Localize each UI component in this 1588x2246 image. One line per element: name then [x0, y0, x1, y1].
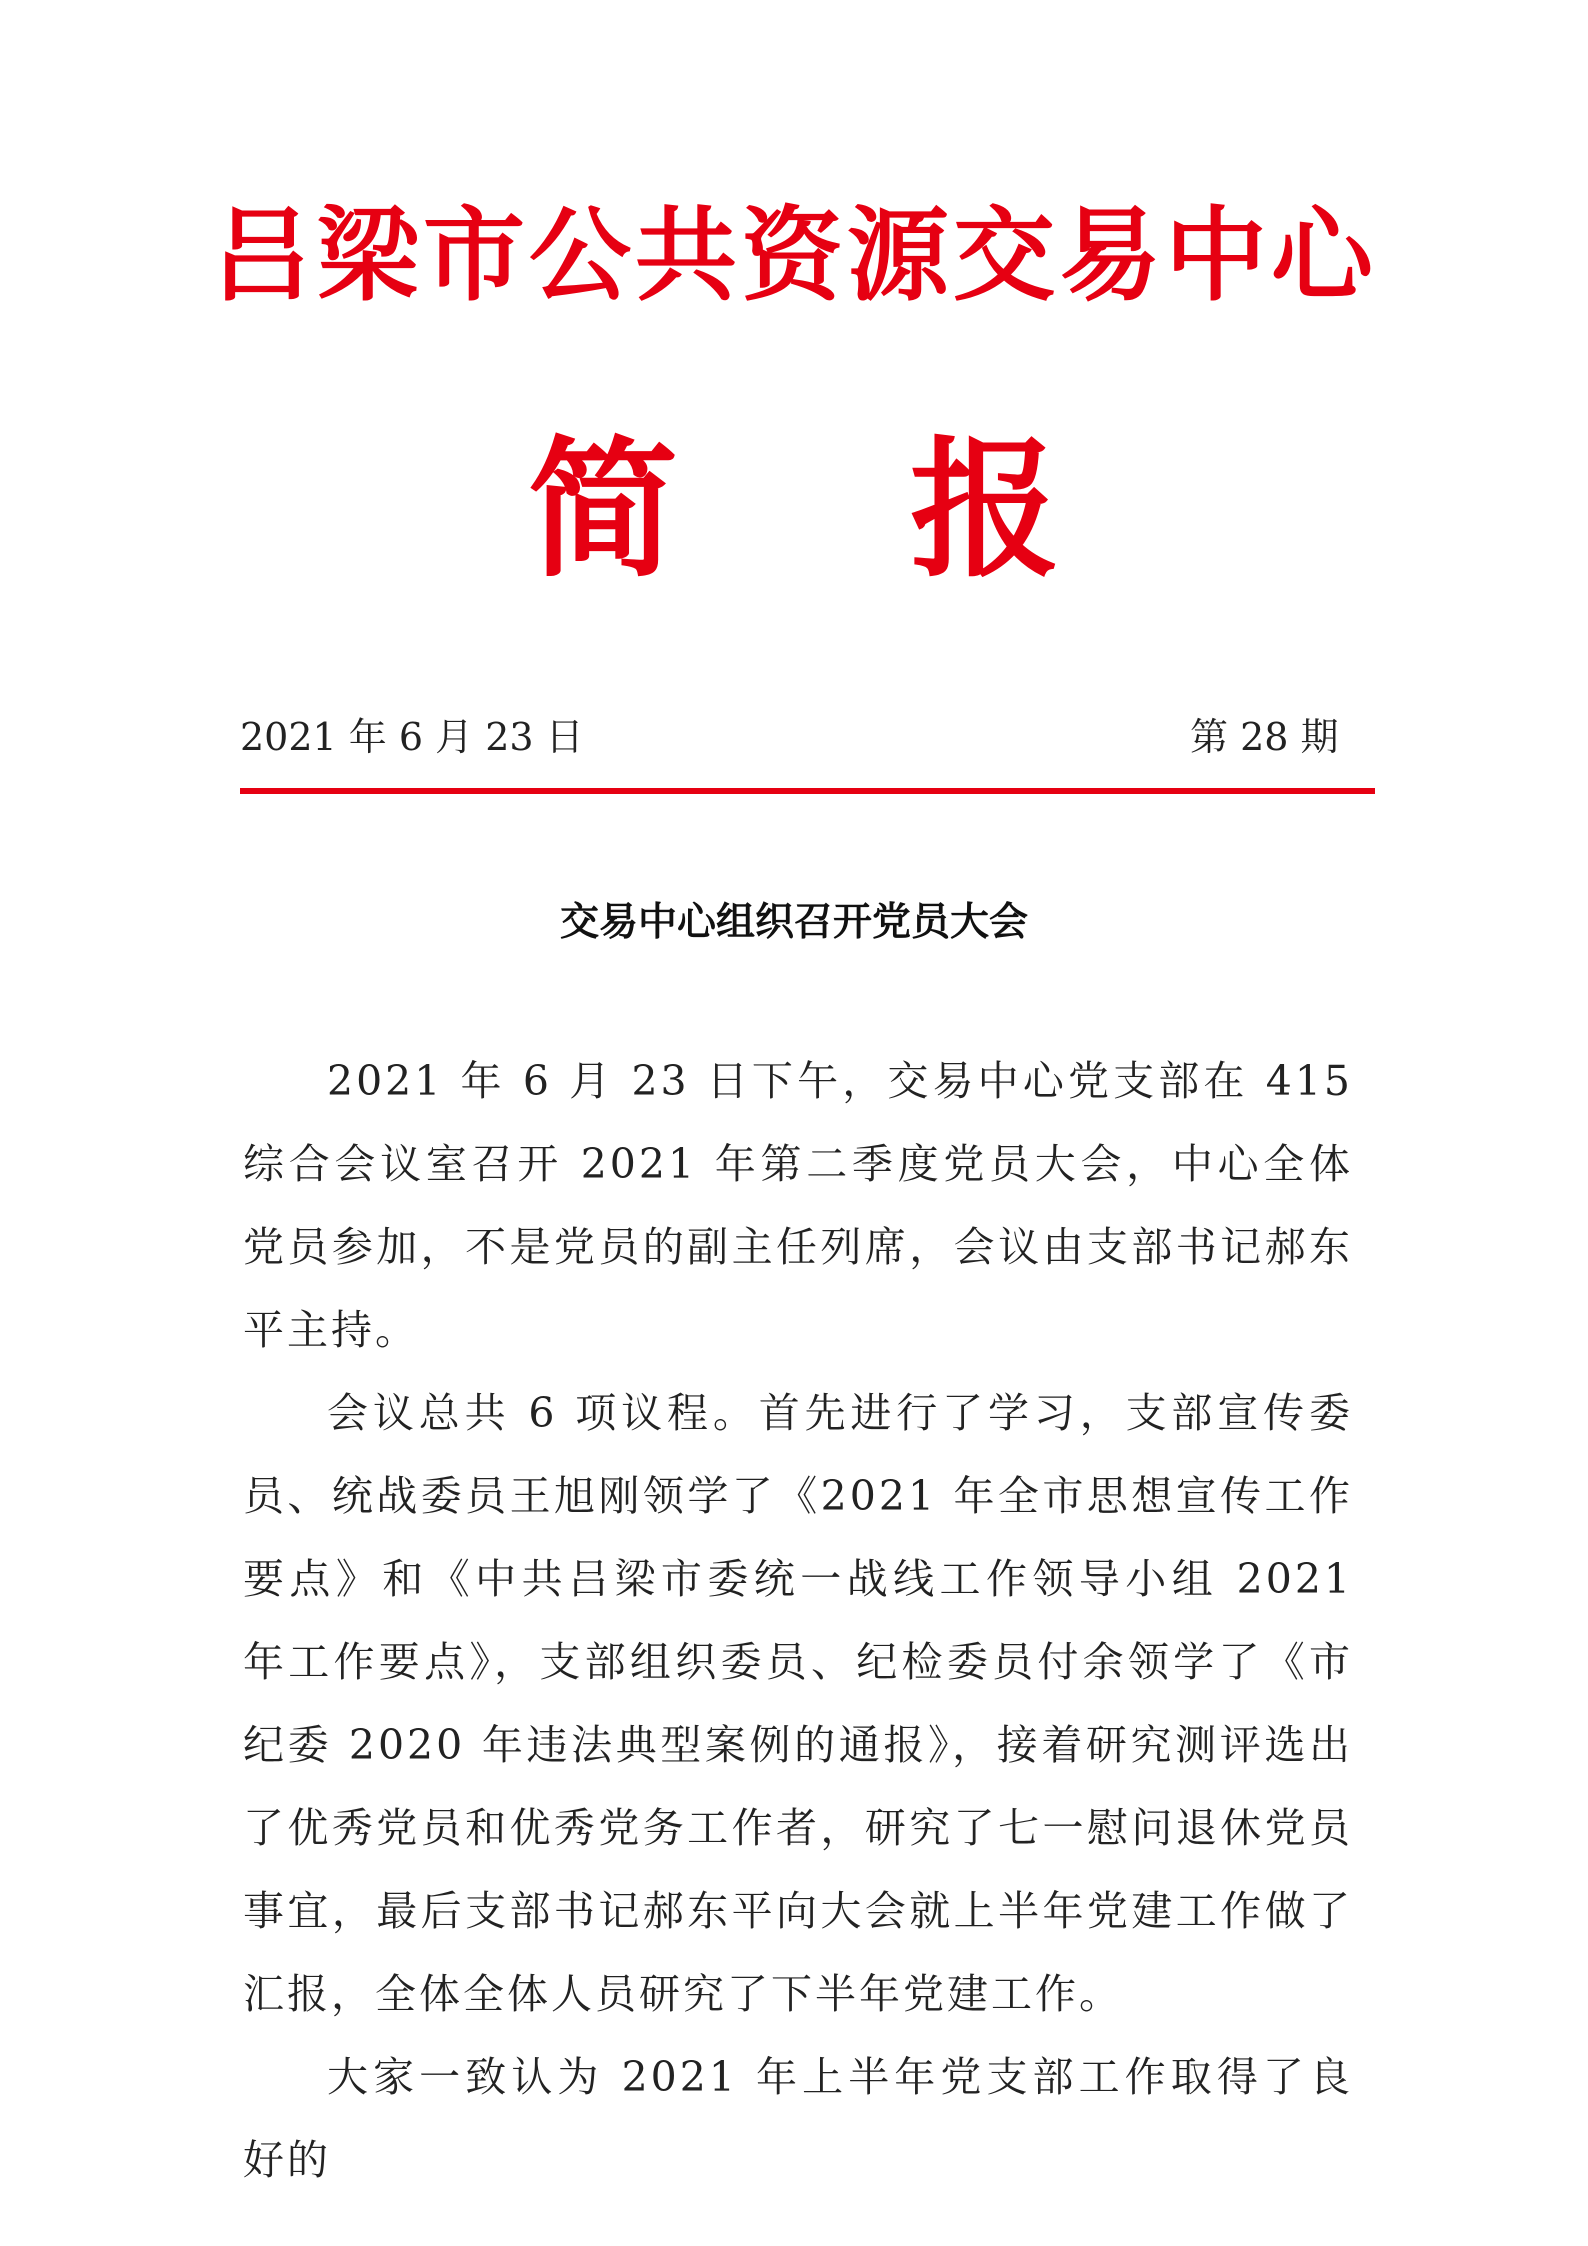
article-paragraph: 2021 年 6 月 23 日下午，交易中心党支部在 415 综合会议室召开 2021 年第二季度党员大会，中心全体党员参加，不是党员的副主任列席，会议由支部书记郝东平主持。 [243, 1057, 1353, 1354]
red-divider-line [240, 788, 1375, 794]
issue-meta-row [240, 707, 1340, 767]
issue-date: 2021 年 6 月 23 日 [240, 715, 584, 759]
document-kind-title: 简报 [527, 422, 1292, 598]
article-paragraph: 大家一致认为 2021 年上半年党支部工作取得了良好的 [243, 2053, 1353, 2184]
article-paragraph: 会议总共 6 项议程。首先进行了学习，支部宣传委员、统战委员王旭刚领学了《2021 年全市思想宣传工作要点》和《中共吕梁市委统一战线工作领导小组 2021 年工作要点》，支部组织委员、纪检委员付余领学了《市纪委 2020 年违法典型案例的通报》，接着研究测评选出了优秀党员和优秀党务工作者，研究了七一慰问退休党员事宜，最后支部书记郝东平向大会就上半年党建工作做了汇报，全体全体人员研究了下半年党建工作。 [243, 1389, 1353, 2018]
organization-title: 吕梁市公共资源交易中心 [211, 196, 1377, 316]
article-title: 交易中心组织召开党员大会 [559, 900, 1028, 945]
article-body [243, 1040, 1353, 2202]
issue-number: 第 28 期 [1190, 715, 1339, 759]
